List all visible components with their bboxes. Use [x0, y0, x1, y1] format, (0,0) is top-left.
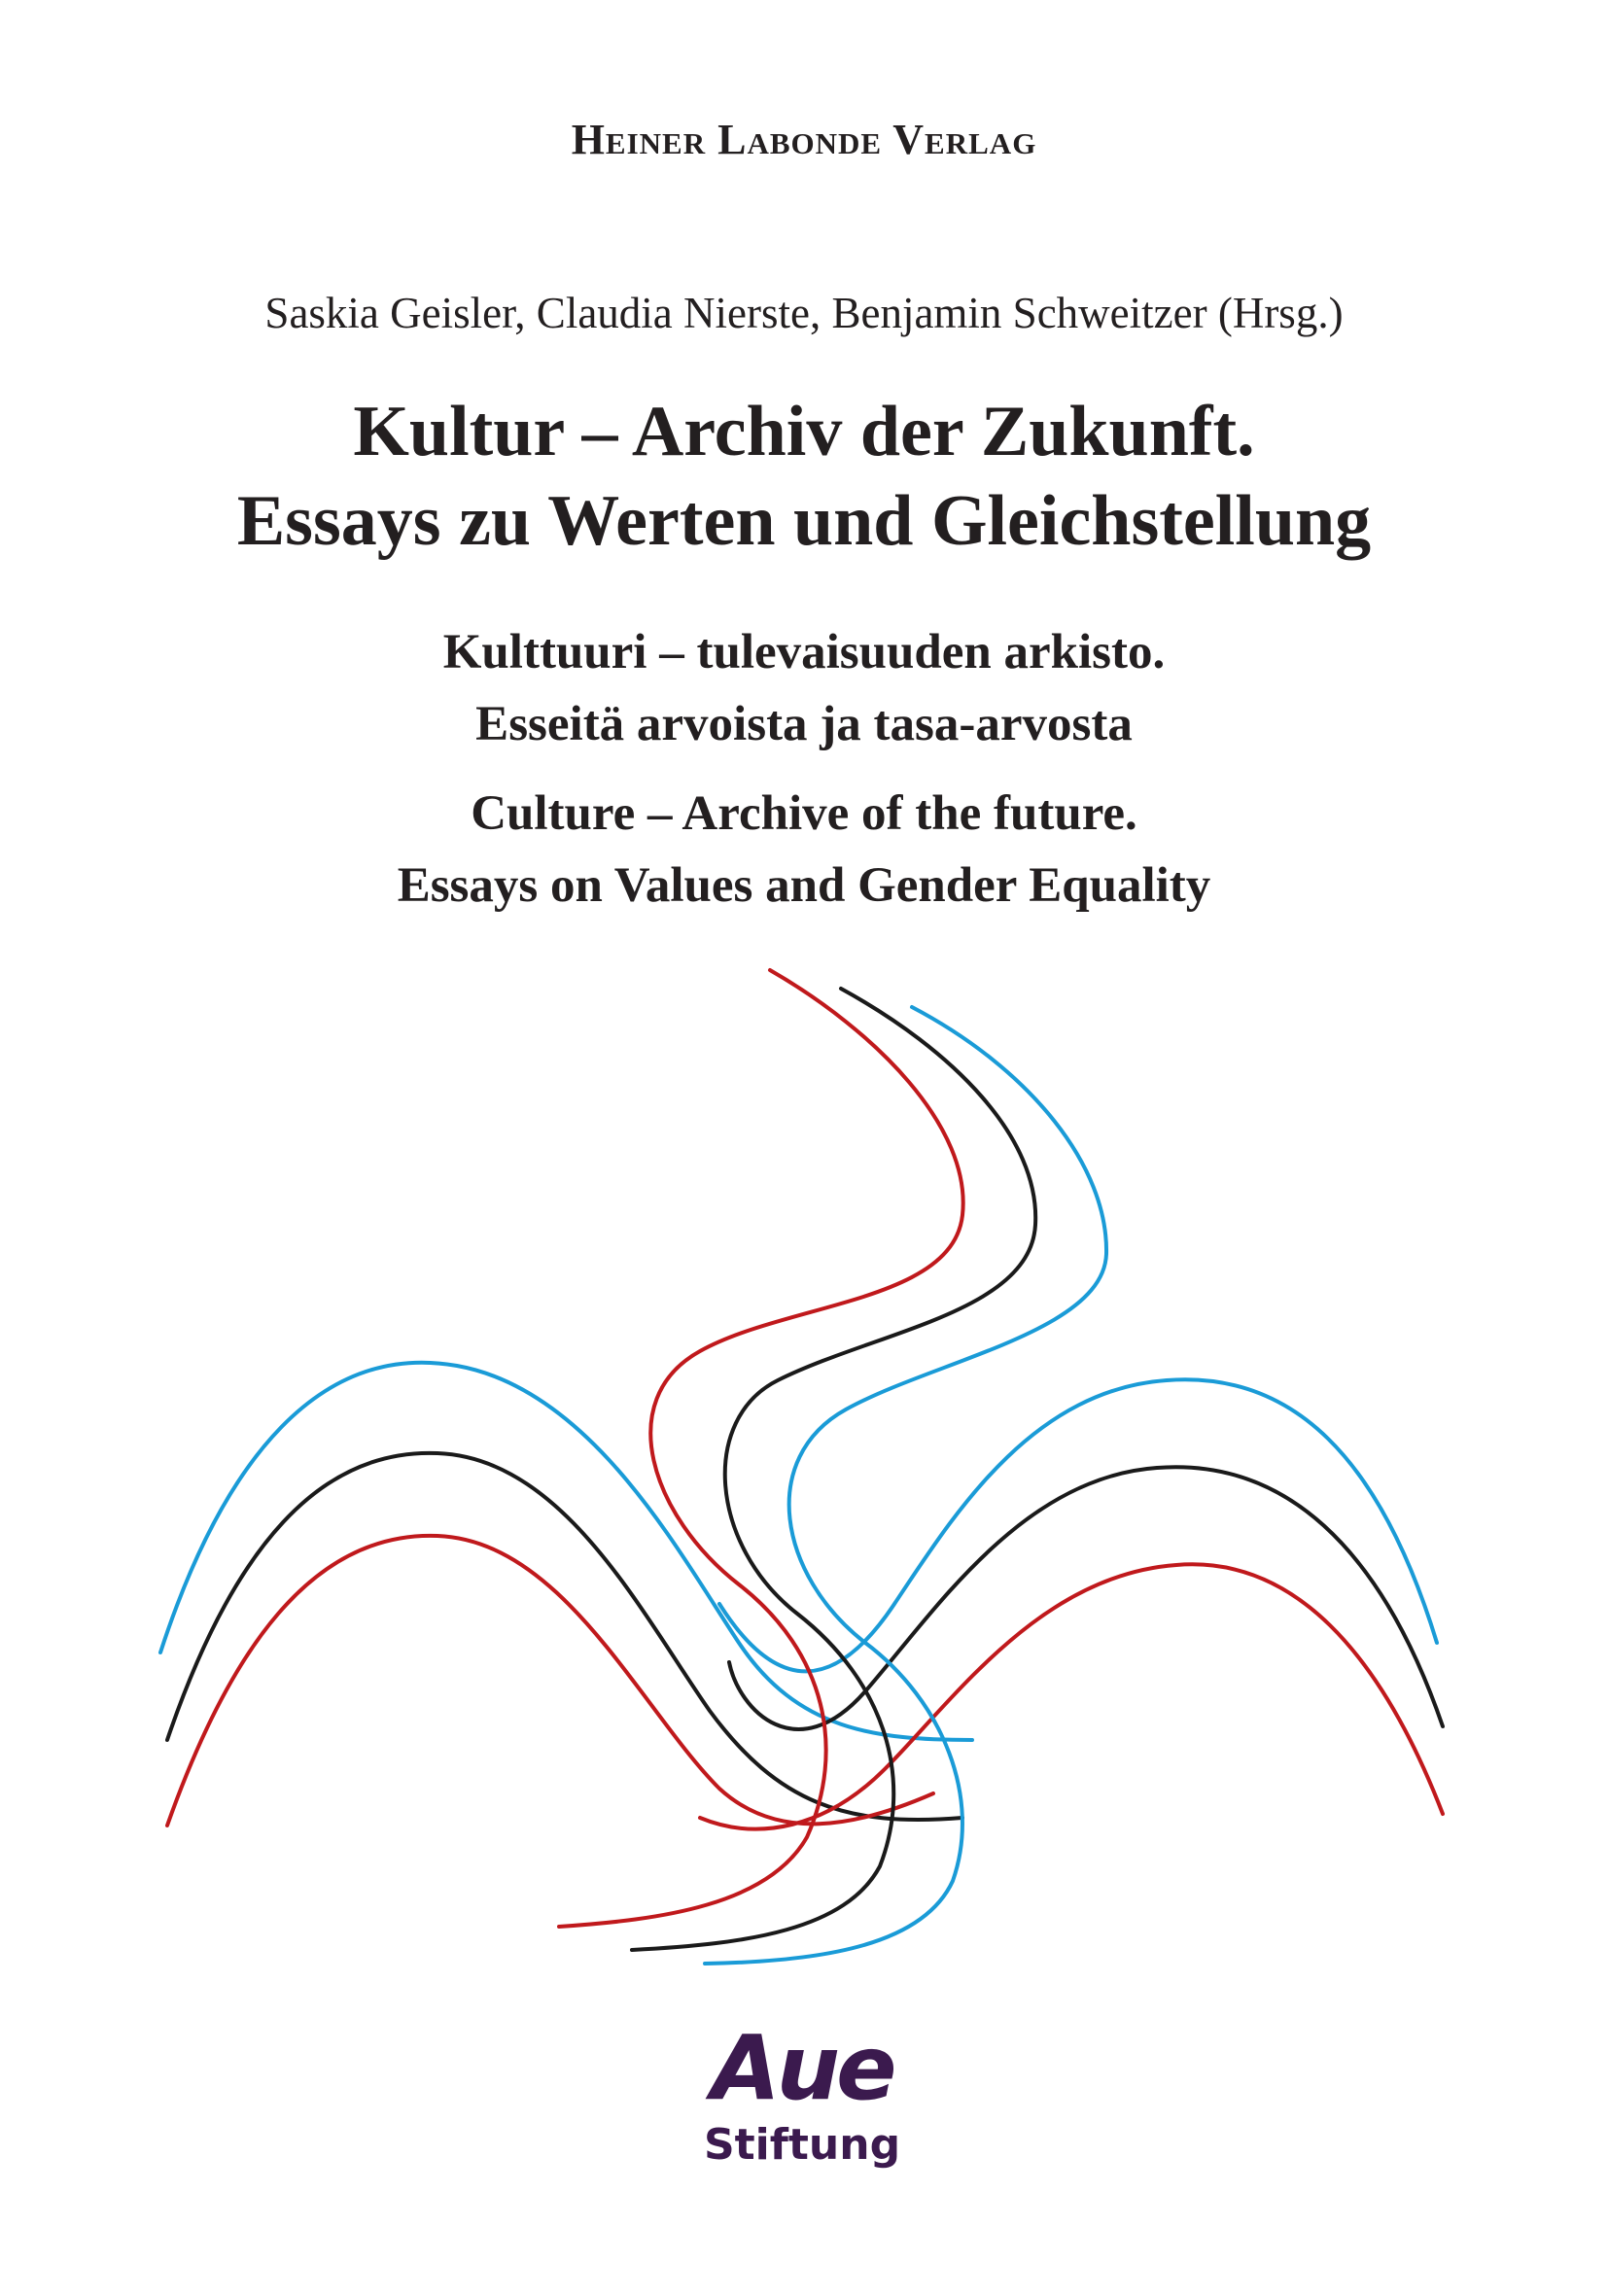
- emblem-right-wave-black: [729, 1467, 1443, 1729]
- logo-subtitle: Stiftung: [703, 2120, 901, 2170]
- title-german-line-1: Kultur – Archiv der Zukunft.: [353, 392, 1255, 471]
- title-english-line-2: Essays on Values and Gender Equality: [397, 858, 1211, 913]
- emblem-left-wave-blue: [160, 1363, 972, 1740]
- emblem-center-curve-black: [632, 989, 1035, 1950]
- emblem-center-curve-red: [559, 970, 963, 1927]
- editors-line: Saskia Geisler, Claudia Nierste, Benjamin Schweitzer (Hrsg.): [264, 289, 1344, 337]
- emblem-left-wave-red: [167, 1536, 933, 1826]
- title-finnish-line-1: Kulttuuri – tulevaisuuden arkisto.: [442, 625, 1166, 679]
- emblem-right-wave-red: [700, 1564, 1443, 1828]
- aue-stiftung-logo: [681, 2016, 924, 2172]
- title-german-line-2: Essays zu Werten und Gleichstellung: [236, 481, 1372, 561]
- publisher-name: Heiner Labonde Verlag: [571, 116, 1037, 163]
- title-finnish-line-2: Esseitä arvoista ja tasa-arvosta: [475, 697, 1133, 751]
- title-english-line-1: Culture – Archive of the future.: [471, 786, 1137, 841]
- logo-mark: Aue: [711, 2016, 893, 2120]
- emblem-left-wave-black: [167, 1453, 962, 1820]
